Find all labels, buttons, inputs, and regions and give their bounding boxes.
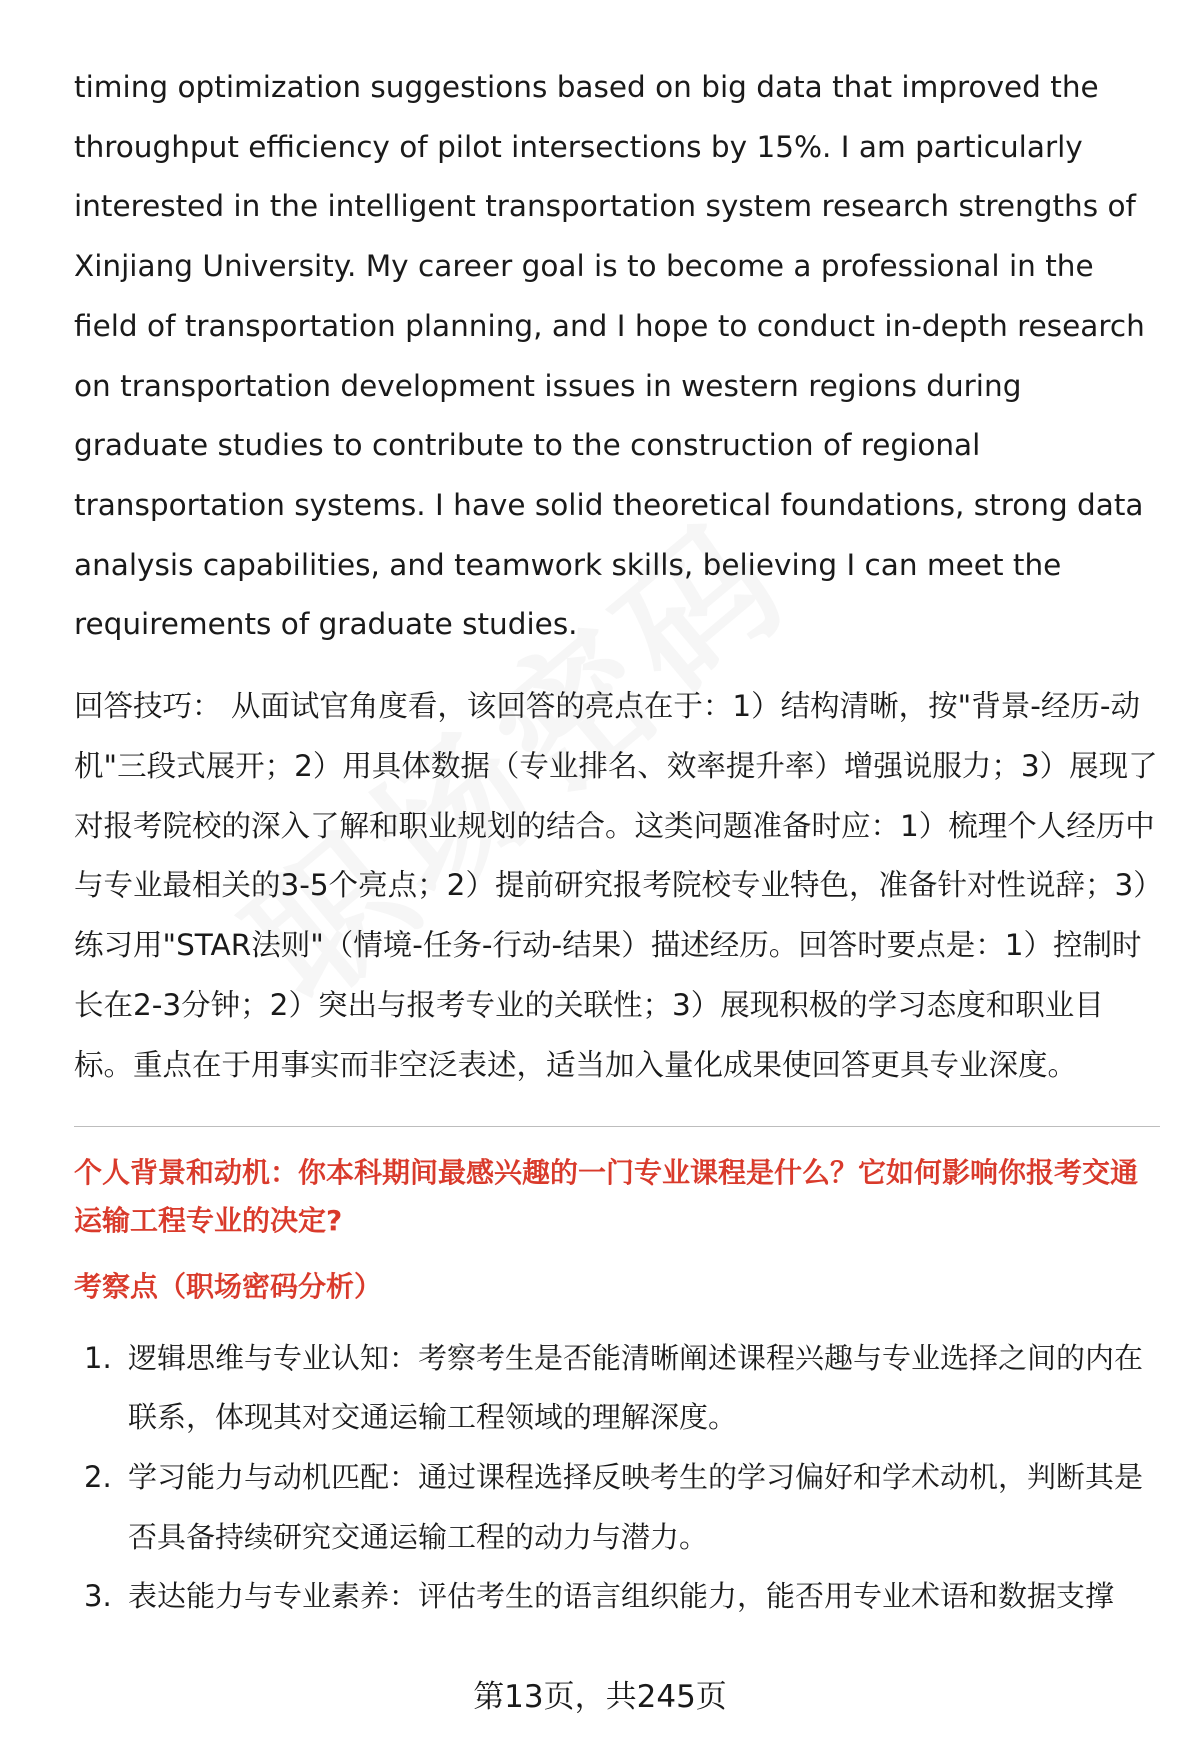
list-item-number: 1. <box>84 1340 112 1375</box>
list-item-text: 学习能力与动机匹配：通过课程选择反映考生的学习偏好和学术动机，判断其是否具备持续研究交通运输工程的动力与潜力。 <box>128 1460 1144 1554</box>
question-heading: 个人背景和动机：你本科期间最感兴趣的一门专业课程是什么？它如何影响你报考交通运输工程专业的决定? <box>74 1155 1139 1237</box>
list-item-text: 表达能力与专业素养：评估考生的语言组织能力，能否用专业术语和数据支撑 <box>128 1579 1115 1614</box>
list-item <box>74 1567 1160 1627</box>
analysis-points-list <box>74 1329 1160 1628</box>
answer-tips-paragraph: 回答技巧： 从面试官角度看，该回答的亮点在于：1）结构清晰，按"背景-经历-动机"三段式展开；2）用具体数据（专业排名、效率提升率）增强说服力；3）展现了对报考院校的深入了解和职业规划的结合。这类问题准备时应：1）梳理个人经历中与专业最相关的3-5个亮点；2）提前研究报考院校专业特色，准备针对性说辞；3）练习用"STAR法则"（情境-任务-行动-结果）描述经历。回答时要点是：1）控制时长在2-3分钟；2）突出与报考专业的关联性；3）展现积极的学习态度和职业目标。重点在于用事实而非空泛表述，适当加入量化成果使回答更具专业深度。 <box>74 689 1158 1082</box>
list-item <box>74 1329 1160 1448</box>
section-divider <box>74 1126 1160 1127</box>
intro-paragraph: timing optimization suggestions based on big data that improved the throughput efficiency of pilot intersections by 15%. I am particularly interested in the intelligent transportation system research strengths of Xinjiang University. My career goal is to become a professional in the field of transportation planning, and I hope to conduct in-depth research on transportation development issues in western regions during graduate studies to contribute to the construction of regional transportation systems. I have solid theoretical foundations, strong data analysis capabilities, and teamwork skills, believing I can meet the requirements of graduate studies. <box>74 70 1145 642</box>
page-number-footer: 第13页，共245页 <box>473 1679 727 1715</box>
list-item-text: 逻辑思维与专业认知：考察考生是否能清晰阐述课程兴趣与专业选择之间的内在联系，体现其对交通运输工程领域的理解深度。 <box>128 1340 1144 1435</box>
list-item <box>74 1448 1160 1567</box>
page-content <box>74 58 1160 1627</box>
analysis-title: 考察点（职场密码分析） <box>74 1269 383 1303</box>
list-item-number: 2. <box>84 1460 112 1495</box>
list-item-number: 3. <box>84 1579 112 1614</box>
